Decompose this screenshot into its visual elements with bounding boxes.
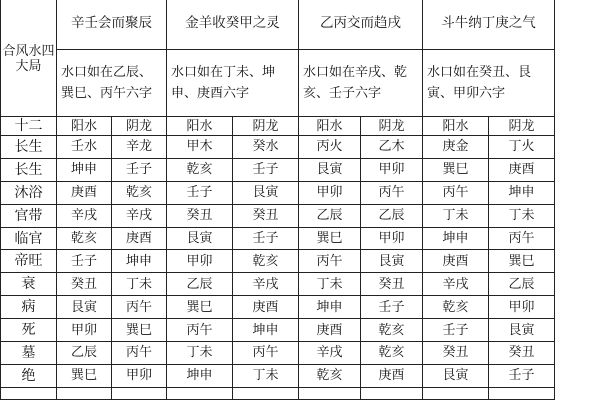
yang-water-cell: 丁未	[167, 342, 233, 365]
yang-water-cell: 坤申	[299, 296, 361, 319]
group-desc: 水口如在辛戌、乾亥、壬子六字	[299, 50, 423, 117]
yin-dragon-cell: 癸水	[233, 136, 299, 159]
yang-water-cell: 坤申	[57, 158, 112, 181]
yang-water-cell: 乾亥	[167, 158, 233, 181]
yin-dragon-cell: 壬子	[233, 158, 299, 181]
yang-water-cell: 丙午	[299, 250, 361, 273]
yang-water-cell: 辛戌	[423, 273, 489, 296]
group-title: 斗牛纳丁庚之气	[423, 0, 555, 50]
yin-dragon-cell: 丙午	[112, 296, 167, 319]
yang-water-cell: 甲卯	[167, 250, 233, 273]
yin-dragon-cell: 甲卯	[361, 158, 423, 181]
yin-dragon-cell: 艮寅	[489, 319, 555, 342]
group-desc: 水口如在丁未、坤申、庚酉六字	[167, 50, 299, 117]
yin-dragon-cell: 甲卯	[489, 296, 555, 319]
yang-water-cell: 甲卯	[299, 181, 361, 204]
yang-water-cell: 丙午	[167, 319, 233, 342]
table-row	[1, 227, 555, 250]
yin-dragon-cell: 巽巳	[489, 250, 555, 273]
yin-dragon-cell: 阴龙	[233, 117, 299, 136]
yin-dragon-cell: 艮寅	[361, 250, 423, 273]
yang-water-cell: 阳水	[57, 117, 112, 136]
title-row	[1, 0, 555, 50]
yang-water-cell: 癸丑	[167, 204, 233, 227]
yang-water-cell: 艮寅	[299, 158, 361, 181]
group-desc: 水口如在乙辰、巽巳、丙午六字	[57, 50, 167, 117]
yin-dragon-cell: 庚酉	[233, 296, 299, 319]
yang-water-cell: 阳水	[423, 117, 489, 136]
yang-water-cell: 癸丑	[423, 342, 489, 365]
yang-water-cell: 庚酉	[423, 250, 489, 273]
yin-dragon-cell: 丙午	[361, 181, 423, 204]
yin-dragon-cell: 坤申	[233, 319, 299, 342]
corner-label: 合风水四大局	[1, 0, 57, 117]
yang-water-cell: 乙辰	[57, 342, 112, 365]
yin-dragon-cell: 壬子	[361, 296, 423, 319]
stage-label: 帝旺	[1, 250, 57, 273]
table-row	[1, 250, 555, 273]
table-row	[1, 273, 555, 296]
yang-water-cell: 壬子	[167, 181, 233, 204]
yin-dragon-cell: 坤申	[489, 181, 555, 204]
stage-label: 墓	[1, 342, 57, 365]
yin-dragon-cell: 庚酉	[112, 227, 167, 250]
yang-water-cell: 甲木	[167, 136, 233, 159]
empty-cell	[57, 387, 112, 399]
yin-dragon-cell: 乾亥	[112, 181, 167, 204]
empty-cell	[423, 387, 489, 399]
yin-dragon-cell: 丁未	[489, 204, 555, 227]
yin-dragon-cell: 阴龙	[112, 117, 167, 136]
yang-water-cell: 乙辰	[167, 273, 233, 296]
yin-dragon-cell: 庚酉	[489, 158, 555, 181]
yin-dragon-cell: 甲卯	[361, 227, 423, 250]
yin-dragon-cell: 癸丑	[233, 204, 299, 227]
empty-cell	[299, 387, 361, 399]
table-row	[1, 296, 555, 319]
yang-water-cell: 巽巳	[299, 227, 361, 250]
yin-dragon-cell: 丙午	[233, 342, 299, 365]
empty-cell	[489, 387, 555, 399]
yang-water-cell: 壬子	[57, 250, 112, 273]
yin-dragon-cell: 乾亥	[361, 319, 423, 342]
yang-water-cell: 甲卯	[57, 319, 112, 342]
table-row-cutoff	[1, 387, 555, 399]
group-desc: 水口如在癸丑、艮寅、甲卯六字	[423, 50, 555, 117]
yang-water-cell: 丁未	[423, 204, 489, 227]
yin-dragon-cell: 壬子	[233, 227, 299, 250]
yin-dragon-cell: 乾亥	[233, 250, 299, 273]
yang-water-cell: 阳水	[167, 117, 233, 136]
yin-dragon-cell: 乙辰	[361, 204, 423, 227]
yang-water-cell: 艮寅	[167, 227, 233, 250]
stage-label: 十二	[1, 117, 57, 136]
stage-label: 绝	[1, 364, 57, 387]
stage-label: 死	[1, 319, 57, 342]
empty-cell	[1, 387, 57, 399]
yang-water-cell: 乾亥	[57, 227, 112, 250]
table-row	[1, 158, 555, 181]
yin-dragon-cell: 壬子	[112, 158, 167, 181]
yang-water-cell: 丁未	[299, 273, 361, 296]
yin-dragon-cell: 丙午	[112, 342, 167, 365]
yin-dragon-cell: 辛戌	[112, 204, 167, 227]
stage-label: 衰	[1, 273, 57, 296]
table-row	[1, 342, 555, 365]
yin-dragon-cell: 坤申	[112, 250, 167, 273]
desc-row	[1, 50, 555, 117]
yin-dragon-cell: 艮寅	[233, 181, 299, 204]
yang-water-cell: 坤申	[167, 364, 233, 387]
yang-water-cell: 乾亥	[299, 364, 361, 387]
table-row	[1, 136, 555, 159]
yang-water-cell: 乾亥	[423, 296, 489, 319]
table-row	[1, 364, 555, 387]
table-row	[1, 204, 555, 227]
yang-water-cell: 癸丑	[57, 273, 112, 296]
yang-water-cell: 丙火	[299, 136, 361, 159]
yang-water-cell: 壬水	[57, 136, 112, 159]
stage-label: 长生	[1, 158, 57, 181]
yin-dragon-cell: 丁火	[489, 136, 555, 159]
yin-dragon-cell: 丁未	[233, 364, 299, 387]
yang-water-cell: 巽巳	[423, 158, 489, 181]
table-row	[1, 117, 555, 136]
yin-dragon-cell: 乙木	[361, 136, 423, 159]
stage-label: 临官	[1, 227, 57, 250]
yang-water-cell: 庚金	[423, 136, 489, 159]
yin-dragon-cell: 壬子	[489, 364, 555, 387]
yin-dragon-cell: 辛戌	[233, 273, 299, 296]
empty-cell	[112, 387, 167, 399]
yang-water-cell: 辛戌	[57, 204, 112, 227]
stage-label: 沐浴	[1, 181, 57, 204]
table-row	[1, 319, 555, 342]
group-title: 乙丙交而趋戌	[299, 0, 423, 50]
empty-cell	[233, 387, 299, 399]
yang-water-cell: 巽巳	[57, 364, 112, 387]
yin-dragon-cell: 乙辰	[489, 273, 555, 296]
yin-dragon-cell: 巽巳	[112, 319, 167, 342]
yin-dragon-cell: 阴龙	[361, 117, 423, 136]
yang-water-cell: 庚酉	[299, 319, 361, 342]
yin-dragon-cell: 乾亥	[361, 342, 423, 365]
yang-water-cell: 艮寅	[57, 296, 112, 319]
yang-water-cell: 乙辰	[299, 204, 361, 227]
stage-label: 病	[1, 296, 57, 319]
yin-dragon-cell: 辛龙	[112, 136, 167, 159]
empty-cell	[167, 387, 233, 399]
yang-water-cell: 巽巳	[167, 296, 233, 319]
table-body	[1, 0, 555, 399]
table-row	[1, 181, 555, 204]
yin-dragon-cell: 阴龙	[489, 117, 555, 136]
yin-dragon-cell: 丁未	[112, 273, 167, 296]
yang-water-cell: 阳水	[299, 117, 361, 136]
yang-water-cell: 庚酉	[57, 181, 112, 204]
yin-dragon-cell: 癸丑	[361, 273, 423, 296]
yin-dragon-cell: 丙午	[489, 227, 555, 250]
group-title: 辛壬会而聚辰	[57, 0, 167, 50]
empty-cell	[361, 387, 423, 399]
stage-label: 官带	[1, 204, 57, 227]
yin-dragon-cell: 癸丑	[489, 342, 555, 365]
yang-water-cell: 坤申	[423, 227, 489, 250]
yang-water-cell: 艮寅	[423, 364, 489, 387]
yin-dragon-cell: 庚酉	[361, 364, 423, 387]
yang-water-cell: 丙午	[423, 181, 489, 204]
yin-dragon-cell: 甲卯	[112, 364, 167, 387]
yang-water-cell: 辛戌	[299, 342, 361, 365]
group-title: 金羊收癸甲之灵	[167, 0, 299, 50]
yang-water-cell: 壬子	[423, 319, 489, 342]
stage-label: 长生	[1, 136, 57, 159]
